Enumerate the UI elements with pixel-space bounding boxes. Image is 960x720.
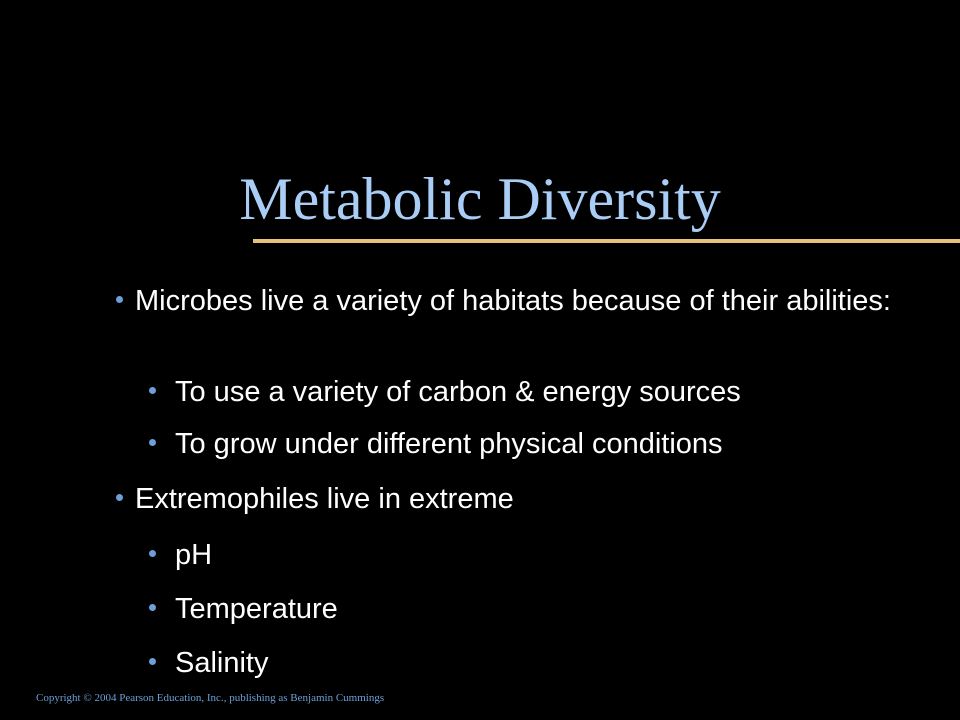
bullet-item-ph: pH [175,539,213,571]
bullet-item-carbon-energy: To use a variety of carbon & energy sources [175,376,741,408]
bullet-dot-icon [149,387,156,394]
bullet-dot-icon [149,658,156,665]
bullet-item-extremophiles: Extremophiles live in extreme [135,483,514,515]
bullet-item-physical-conditions: To grow under different physical conditions [175,428,723,460]
bullet-list [0,268,960,688]
bullet-dot-icon [149,439,156,446]
title-underline-rule [253,239,960,243]
bullet-item-temperature: Temperature [175,593,338,625]
bullet-dot-icon [149,604,156,611]
bullet-item-microbes: Microbes live a variety of habitats because of their abilities: [135,285,891,317]
copyright-footer: Copyright © 2004 Pearson Education, Inc., publishing as Benjamin Cummings [36,692,385,704]
slide-title: Metabolic Diversity [239,166,721,232]
title-area [0,0,960,268]
bullet-dot-icon [116,494,123,501]
bullet-dot-icon [116,296,123,303]
bullet-dot-icon [149,550,156,557]
bullet-item-salinity: Salinity [175,647,269,679]
